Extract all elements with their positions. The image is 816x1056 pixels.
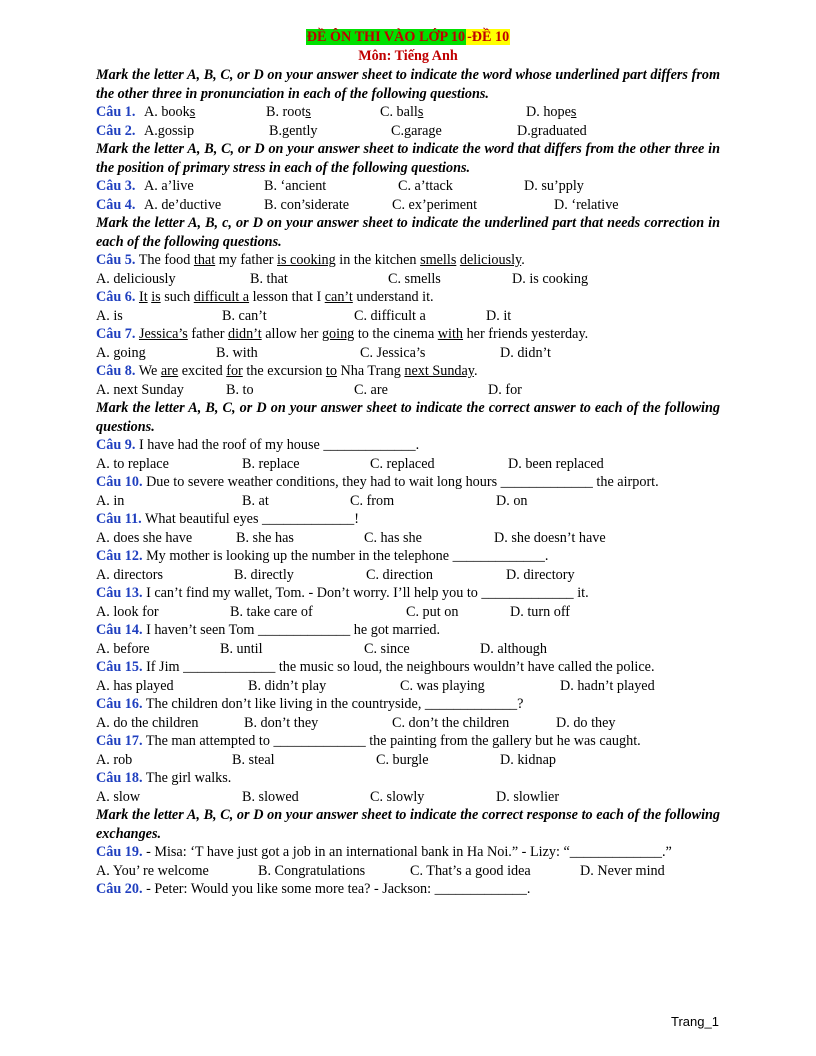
option-a: A. do the children: [96, 714, 199, 731]
option-d: D. ‘relative: [554, 196, 619, 213]
question-number: Câu 13.: [96, 585, 143, 601]
question-number: Câu 10.: [96, 474, 143, 490]
instruction-pronunciation: Mark the letter A, B, C, or D on your answer sheet to indicate the word whose underlined part differs from the other three in pronunciation in each of the following questions.: [96, 67, 720, 102]
question-16: Câu 16. The children don’t like living in the countryside, _____________? A. do the children B. don’t they C. don’t the children D. do they: [96, 696, 616, 731]
question-1: [96, 103, 720, 122]
option-b: B. slowed: [242, 788, 299, 805]
option-d: D. is cooking: [512, 270, 589, 287]
option-c: C. slowly: [370, 788, 425, 805]
option-b: B. Congratulations: [258, 862, 366, 879]
option-d: D. do they: [556, 714, 616, 731]
question-6: Câu 6. It is such difficult a lesson that I can’t understand it. A. is B. can’t C. difficult a D. it: [96, 289, 512, 324]
option-b: B. directly: [234, 566, 294, 583]
question-9: Câu 9. I have had the roof of my house _____________. A. to replace B. replace C. replaced D. been replaced: [96, 437, 604, 472]
question-number: Câu 17.: [96, 733, 143, 749]
question-number: Câu 3.: [96, 178, 136, 194]
option-c: C. has she: [364, 529, 422, 546]
option-c: C. a’ttack: [398, 178, 453, 194]
option-c: C. Jessica’s: [360, 344, 426, 361]
option-b: B. to: [226, 381, 254, 398]
option-d: D. hopes: [526, 104, 577, 120]
option-c: C. was playing: [400, 677, 485, 694]
option-c: C. ex’periment: [392, 196, 478, 213]
question-number: Câu 4.: [96, 196, 136, 213]
question-11: Câu 11. What beautiful eyes _____________! A. does she have B. she has C. has she D. she doesn’t have: [96, 511, 606, 546]
subject-subtitle: Môn: Tiếng Anh: [358, 48, 458, 64]
option-a: A. books: [144, 104, 196, 120]
instruction-stress: Mark the letter A, B, C, or D on your answer sheet to indicate the word that differs from the other three in the position of primary stress in each of the following questions.: [96, 141, 720, 176]
option-d: D. directory: [506, 566, 575, 583]
option-a: A. in: [96, 492, 125, 509]
option-c: C. That’s a good idea: [410, 862, 531, 879]
option-c: C. are: [354, 381, 388, 398]
option-d: D. su’pply: [524, 178, 584, 194]
option-c: C. direction: [366, 566, 433, 583]
question-number: Câu 14.: [96, 622, 143, 638]
question-2: [96, 122, 720, 141]
question-number: Câu 11.: [96, 511, 142, 527]
question-number: Câu 20.: [96, 881, 143, 897]
option-b: B. replace: [242, 455, 300, 472]
option-a: A.gossip: [144, 122, 195, 139]
option-d: D. didn’t: [500, 344, 551, 361]
question-17: Câu 17. The man attempted to _____________ the painting from the gallery but he was caught. A. rob B. steal C. burgle D. kidnap: [96, 733, 641, 768]
instruction-correction: Mark the letter A, B, c, or D on your answer sheet to indicate the underlined part that needs correction in each of the following questions.: [96, 215, 720, 250]
option-b: B. she has: [236, 529, 294, 546]
option-b: B. didn’t play: [248, 677, 327, 694]
option-a: A. going: [96, 344, 146, 361]
option-c: C. difficult a: [354, 307, 426, 324]
question-10: Câu 10. Due to severe weather conditions, they had to wait long hours _____________ the airport. A. in B. at C. from D. on: [96, 474, 659, 509]
option-a: A. You’ re welcome: [96, 862, 209, 879]
option-c: C. balls: [380, 104, 424, 120]
question-number: Câu 6.: [96, 289, 136, 305]
option-a: A. a’live: [144, 178, 194, 194]
option-d: D. turn off: [510, 603, 571, 620]
option-b: B. roots: [266, 104, 311, 120]
option-a: A. de’ductive: [144, 196, 222, 213]
option-c: C. put on: [406, 603, 459, 620]
option-b: B. can’t: [222, 307, 267, 324]
exam-title: [96, 28, 720, 47]
option-b: B. that: [250, 270, 288, 287]
question-15: Câu 15. If Jim _____________ the music so loud, the neighbours wouldn’t have called the police. A. has played B. didn’t play C. was playing D. hadn’t played: [96, 659, 655, 694]
option-b: B. don’t they: [244, 714, 319, 731]
question-number: Câu 5.: [96, 252, 136, 268]
page-number: Trang_1: [671, 1014, 719, 1029]
question-19: Câu 19. - Misa: ‘T have just got a job in an international bank in Ha Noi.” - Lizy: “_____________.” A. You’ re welcome B. Congratulations C. That’s a good idea D. Never mind: [96, 844, 672, 879]
question-number: Câu 19.: [96, 844, 143, 860]
instruction-exchanges: Mark the letter A, B, C, or D on your answer sheet to indicate the correct response to each of the following exchanges.: [96, 807, 720, 842]
option-d: D. hadn’t played: [560, 677, 655, 694]
option-d: D. kidnap: [500, 751, 556, 768]
option-a: A. deliciously: [96, 270, 176, 287]
option-b: B. take care of: [230, 603, 313, 620]
question-number: Câu 12.: [96, 548, 143, 564]
question-number: Câu 2.: [96, 122, 136, 139]
option-b: B. con’siderate: [264, 196, 350, 213]
option-c: C. smells: [388, 270, 441, 287]
instruction-correct-answer: Mark the letter A, B, C, or D on your answer sheet to indicate the correct answer to each of the following questions.: [96, 400, 720, 435]
question-12: Câu 12. My mother is looking up the number in the telephone _____________. A. directors B. directly C. direction D. directory: [96, 548, 575, 583]
option-c: C. from: [350, 492, 395, 509]
question-number: Câu 15.: [96, 659, 143, 675]
option-d: D. she doesn’t have: [494, 529, 606, 546]
option-c: C.garage: [391, 122, 442, 139]
question-8: Câu 8. We are excited for the excursion to Nha Trang next Sunday. A. next Sunday B. to C. are D. for: [96, 363, 522, 398]
question-5: Câu 5. The food that my father is cooking in the kitchen smells deliciously. A. deliciously B. that C. smells D. is cooking: [96, 252, 589, 287]
option-b: B. at: [242, 492, 269, 509]
option-a: A. look for: [96, 603, 159, 620]
option-c: C. burgle: [376, 751, 429, 768]
option-c: C. replaced: [370, 455, 435, 472]
question-3: [96, 177, 720, 196]
option-a: A. has played: [96, 677, 174, 694]
title-part1: ĐỀ ÔN THI VÀO LỚP 10: [306, 29, 466, 45]
option-a: A. does she have: [96, 529, 193, 546]
title-part2: -ĐỀ 10: [467, 29, 510, 45]
option-d: D. Never mind: [580, 862, 665, 879]
question-4: [96, 196, 720, 215]
option-b: B. ‘ancient: [264, 178, 327, 194]
option-d: D.graduated: [517, 122, 587, 139]
option-c: C. don’t the children: [392, 714, 510, 731]
option-b: B. steal: [232, 751, 275, 768]
question-14: Câu 14. I haven’t seen Tom _____________ he got married. A. before B. until C. since D. although: [96, 622, 547, 657]
option-d: D. it: [486, 307, 512, 324]
question-7: Câu 7. Jessica’s father didn’t allow her going to the cinema with her friends yesterday. A. going B. with C. Jessica’s D. didn’t: [96, 326, 589, 361]
option-d: D. although: [480, 640, 547, 657]
option-a: A. before: [96, 640, 150, 657]
option-b: B. until: [220, 640, 263, 657]
option-d: D. for: [488, 381, 522, 398]
option-a: A. directors: [96, 566, 163, 583]
question-number: Câu 8.: [96, 363, 136, 379]
question-20: Câu 20. - Peter: Would you like some more tea? - Jackson: _____________.: [96, 881, 531, 897]
question-number: Câu 16.: [96, 696, 143, 712]
question-13: Câu 13. I can’t find my wallet, Tom. - Don’t worry. I’ll help you to _____________ it. A. look for B. take care of C. put on D. turn off: [96, 585, 589, 620]
option-a: A. next Sunday: [96, 381, 184, 398]
question-number: Câu 18.: [96, 770, 143, 786]
question-number: Câu 1.: [96, 104, 136, 120]
option-b: B. with: [216, 344, 258, 361]
option-b: B.gently: [269, 122, 318, 139]
question-number: Câu 7.: [96, 326, 136, 342]
option-a: A. slow: [96, 788, 141, 805]
question-number: Câu 9.: [96, 437, 136, 453]
option-d: D. been replaced: [508, 455, 604, 472]
option-c: C. since: [364, 640, 410, 657]
question-18: Câu 18. The girl walks. A. slow B. slowed C. slowly D. slowlier: [96, 770, 560, 805]
option-d: D. slowlier: [496, 788, 560, 805]
option-d: D. on: [496, 492, 528, 509]
option-a: A. to replace: [96, 455, 169, 472]
option-a: A. rob: [96, 751, 133, 768]
option-a: A. is: [96, 307, 123, 324]
exam-page: [96, 28, 720, 899]
